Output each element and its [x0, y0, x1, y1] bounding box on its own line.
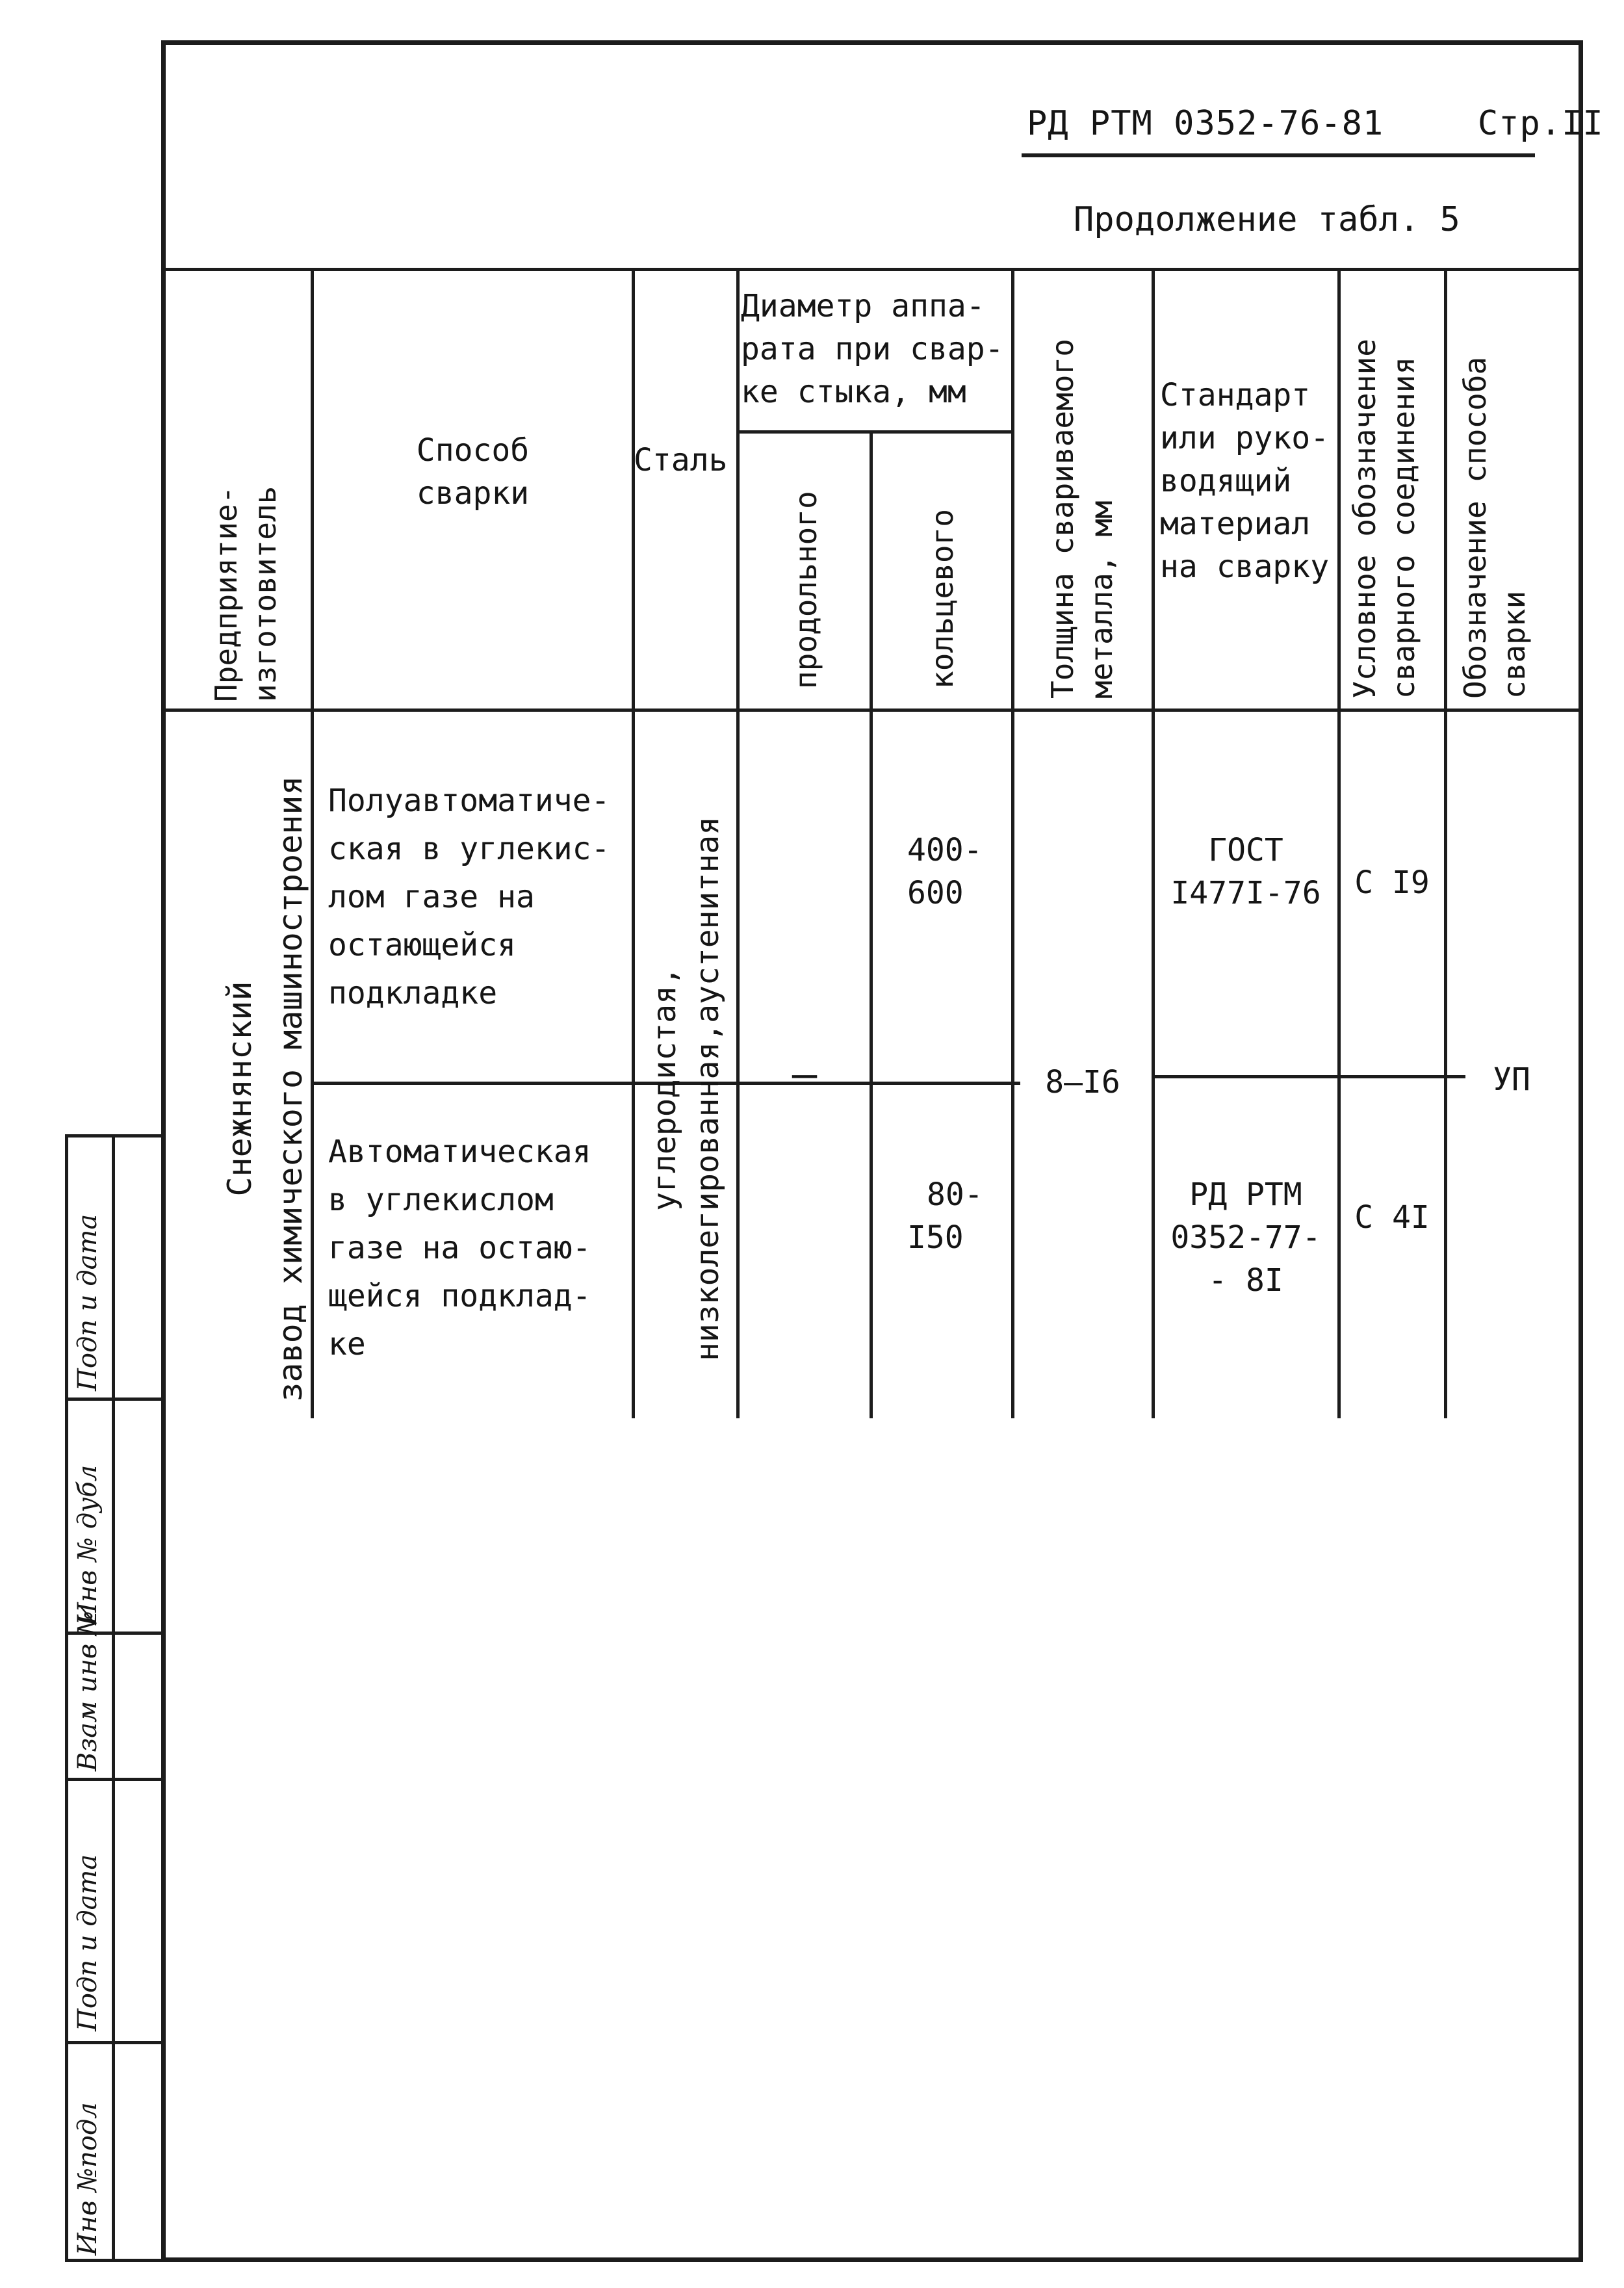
stamp-label-replace-inv: Взам инв №: [73, 1611, 103, 1771]
steel-grade: углеродистая, низколегированная,аустенитная: [647, 816, 726, 1362]
thickness-value: 8–I6: [1045, 1064, 1120, 1100]
method-symbol-value: УП: [1493, 1061, 1530, 1098]
header-longitudinal: продольного: [788, 491, 823, 689]
header-steel: Сталь: [634, 442, 728, 478]
longitudinal-value: –: [792, 1050, 818, 1098]
header-enterprise: Предприятие- изготовитель: [209, 486, 283, 702]
header-method-symbol: Обозначение способа сварки: [1458, 356, 1532, 699]
table-row-2-joint: С 4I: [1354, 1199, 1430, 1236]
header-method: Способ сварки: [416, 432, 530, 512]
document-code-and-page: [1027, 104, 1604, 143]
stamp-label-inv-orig: Инв №подл: [73, 2102, 103, 2256]
header-standard: Стандарт или руко- водящий материал на сварку: [1160, 377, 1330, 585]
table-row-1-joint: С I9: [1354, 864, 1430, 901]
page-number: Стр.II: [1477, 104, 1604, 143]
table-row-1-method: Полуавтоматиче- ская в углекис- лом газе на остающейся подкладке: [328, 783, 610, 1011]
stamp-label-inv-dup: Инв № дубл: [73, 1464, 103, 1625]
header-joint-symbol: Условное обозначение сварного соединения: [1347, 339, 1421, 699]
table-row-2-standard: РД РТМ 0352-77- - 8I: [1170, 1176, 1321, 1299]
document-code: РД РТМ 0352-76-81: [1027, 104, 1384, 143]
header-circular: кольцевого: [925, 509, 960, 689]
header-thickness: Толщина свариваемого металла, мм: [1045, 339, 1119, 699]
table-row-1-standard: ГОСТ I477I-76: [1170, 832, 1321, 911]
stamp-label-sign-date-2: Подп и дата: [73, 1214, 103, 1391]
table-row-1-circular: 400- 600: [907, 832, 983, 911]
enterprise-name: Снежнянский завод химического машиностроения: [221, 775, 309, 1402]
stamp-label-sign-date-1: Подп и дата: [73, 1854, 103, 2031]
table-continuation-label: Продолжение табл. 5: [1074, 200, 1460, 239]
table-row-2-circular: 80- I50: [907, 1176, 983, 1256]
header-underline: [1022, 153, 1535, 157]
header-diameter: Диаметр аппа- рата при свар- ке стыка, мм: [741, 288, 1004, 410]
table-row-2-method: Автоматическая в углекислом газе на остаю- щейся подклад- ке: [328, 1134, 591, 1362]
